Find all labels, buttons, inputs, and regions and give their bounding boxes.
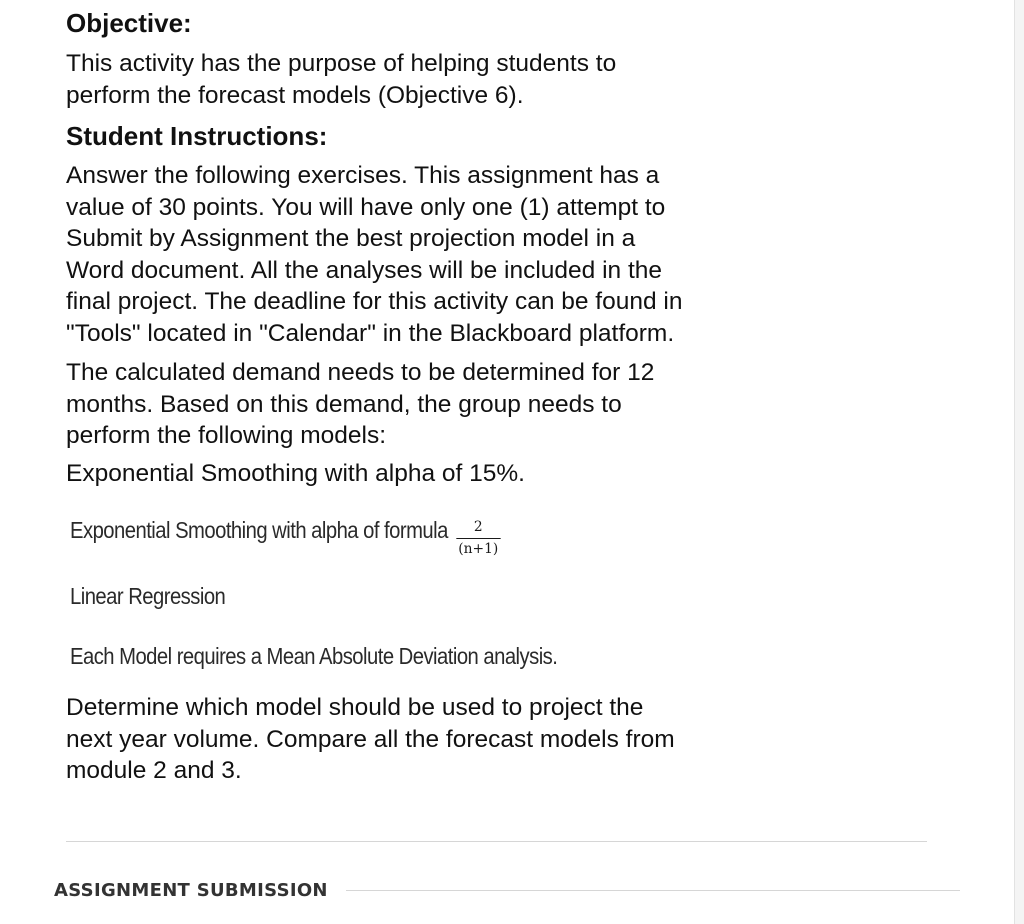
alpha-formula — [456, 508, 500, 556]
conclusion-line: Determine which model should be used to project the — [66, 694, 644, 721]
fraction-denominator: (n+1) — [456, 538, 500, 558]
objective-line: This activity has the purpose of helping students to — [66, 50, 617, 77]
instructions-line: Word document. All the analyses will be included in the — [66, 256, 663, 284]
instructions-line: value of 30 points. You will have only one (1) attempt to — [66, 193, 666, 221]
conclusion-line: next year volume. Compare all the forecast models from — [66, 725, 675, 753]
model-formula-label: Exponential Smoothing with alpha of formula — [70, 517, 448, 544]
instructions-line: "Tools" located in "Calendar" in the Blackboard platform. — [66, 319, 675, 347]
section-rule — [346, 890, 960, 891]
objective-line: perform the forecast models (Objective 6). — [66, 81, 524, 109]
objective-heading: Objective: — [66, 8, 192, 38]
model-linear-regression: Linear Regression — [70, 583, 226, 609]
objective-text — [66, 48, 616, 111]
content-divider — [66, 841, 927, 842]
alpha-fraction — [456, 519, 500, 558]
instructions-line: final project. The deadline for this activity can be found in — [66, 288, 683, 316]
demand-line: months. Based on this demand, the group needs to — [66, 390, 622, 418]
fraction-numerator: 2 — [474, 519, 483, 535]
instructions-line: Submit by Assignment the best projection model in a — [66, 225, 636, 253]
demand-line: The calculated demand needs to be determined for 12 — [66, 359, 655, 386]
mad-requirement-note: Each Model requires a Mean Absolute Deviation analysis. — [70, 643, 558, 669]
scrollbar-track[interactable] — [1014, 0, 1024, 924]
conclusion-paragraph — [66, 692, 675, 787]
demand-line: perform the following models: — [66, 422, 387, 450]
model-exponential-smoothing-formula — [70, 508, 499, 557]
assignment-submission-label: ASSIGNMENT SUBMISSION — [54, 879, 328, 901]
demand-paragraph — [66, 357, 654, 452]
instructions-paragraph — [66, 160, 683, 350]
conclusion-line: module 2 and 3. — [66, 757, 242, 785]
instructions-line: Answer the following exercises. This assignment has a — [66, 162, 660, 189]
student-instructions-heading: Student Instructions: — [66, 121, 328, 151]
assignment-submission-header — [54, 877, 960, 903]
model-exponential-smoothing-15: Exponential Smoothing with alpha of 15%. — [66, 460, 525, 487]
